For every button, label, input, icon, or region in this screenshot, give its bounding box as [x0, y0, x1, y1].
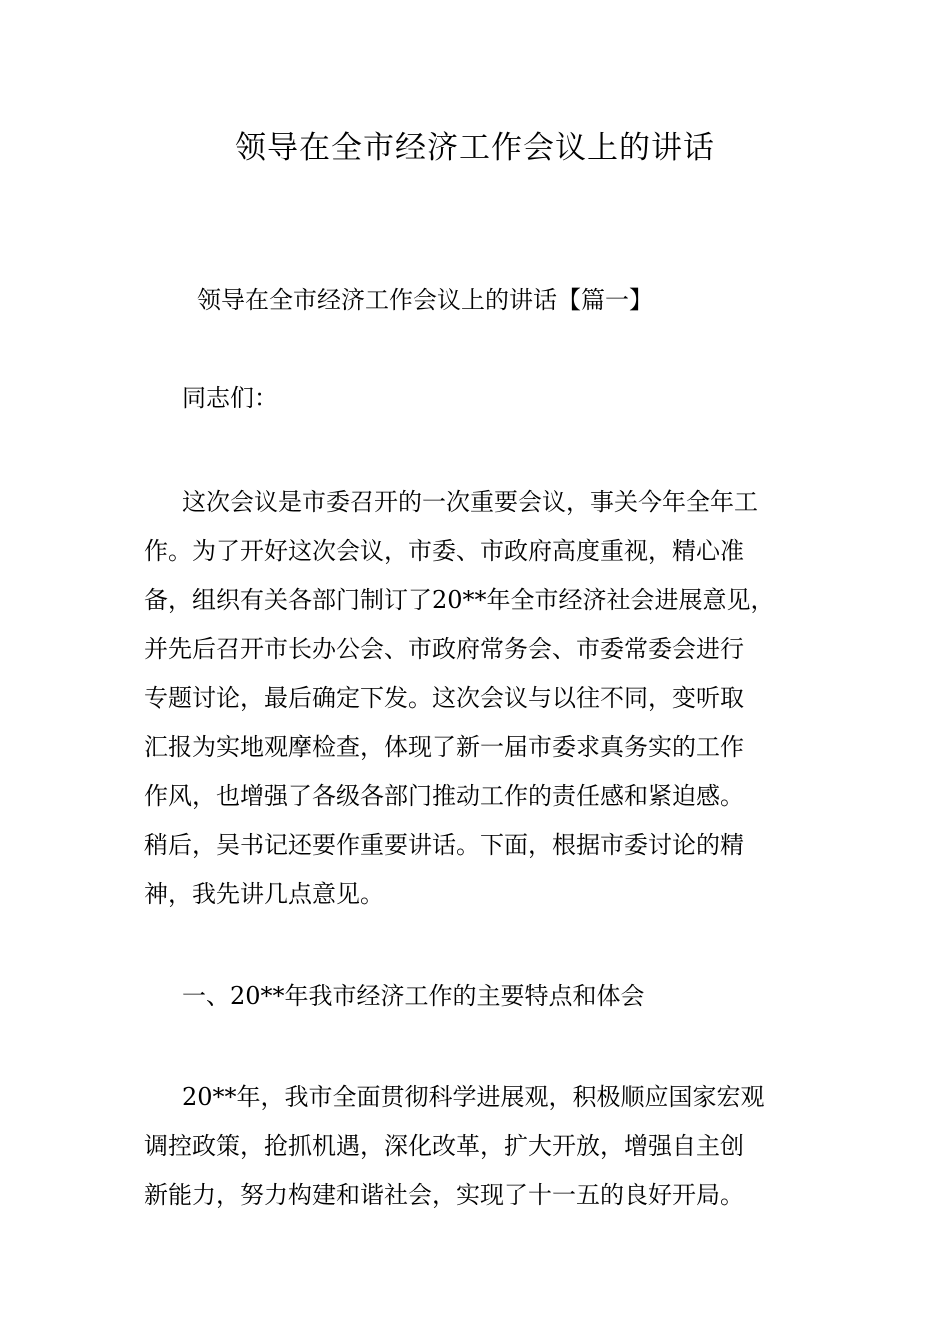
paragraph-line: 稍后，吴书记还要作重要讲话。下面，根据市委讨论的精: [144, 831, 744, 859]
section-heading: 一、20**年我市经济工作的主要特点和体会: [182, 982, 645, 1010]
paragraph-line: 新能力，努力构建和谐社会，实现了十一五的良好开局。: [144, 1181, 744, 1209]
paragraph-line: 神，我先讲几点意见。: [144, 880, 384, 908]
document-title: 领导在全市经济工作会议上的讲话: [235, 130, 715, 166]
paragraph-line: 作风，也增强了各级各部门推动工作的责任感和紧迫感。: [144, 782, 744, 810]
paragraph-intro: [144, 478, 814, 919]
paragraph-line: 作。为了开好这次会议，市委、市政府高度重视，精心准: [144, 537, 744, 565]
paragraph-line: 备，组织有关各部门制订了20**年全市经济社会进展意见，: [144, 586, 775, 614]
paragraph-line: 这次会议是市委召开的一次重要会议，事关今年全年工: [182, 488, 758, 516]
salutation: 同志们：: [182, 384, 278, 412]
section-subtitle: 领导在全市经济工作会议上的讲话【篇一】: [197, 286, 653, 314]
paragraph-line: 汇报为实地观摩检查，体现了新一届市委求真务实的工作: [144, 733, 744, 761]
paragraph-line: 专题讨论，最后确定下发。这次会议与以往不同，变听取: [144, 684, 744, 712]
paragraph-line: 调控政策，抢抓机遇，深化改革，扩大开放，增强自主创: [144, 1132, 744, 1160]
paragraph-line: 并先后召开市长办公会、市政府常务会、市委常委会进行: [144, 635, 744, 663]
paragraph-features: [144, 1073, 814, 1220]
paragraph-line: 20**年，我市全面贯彻科学进展观，积极顺应国家宏观: [182, 1083, 765, 1111]
